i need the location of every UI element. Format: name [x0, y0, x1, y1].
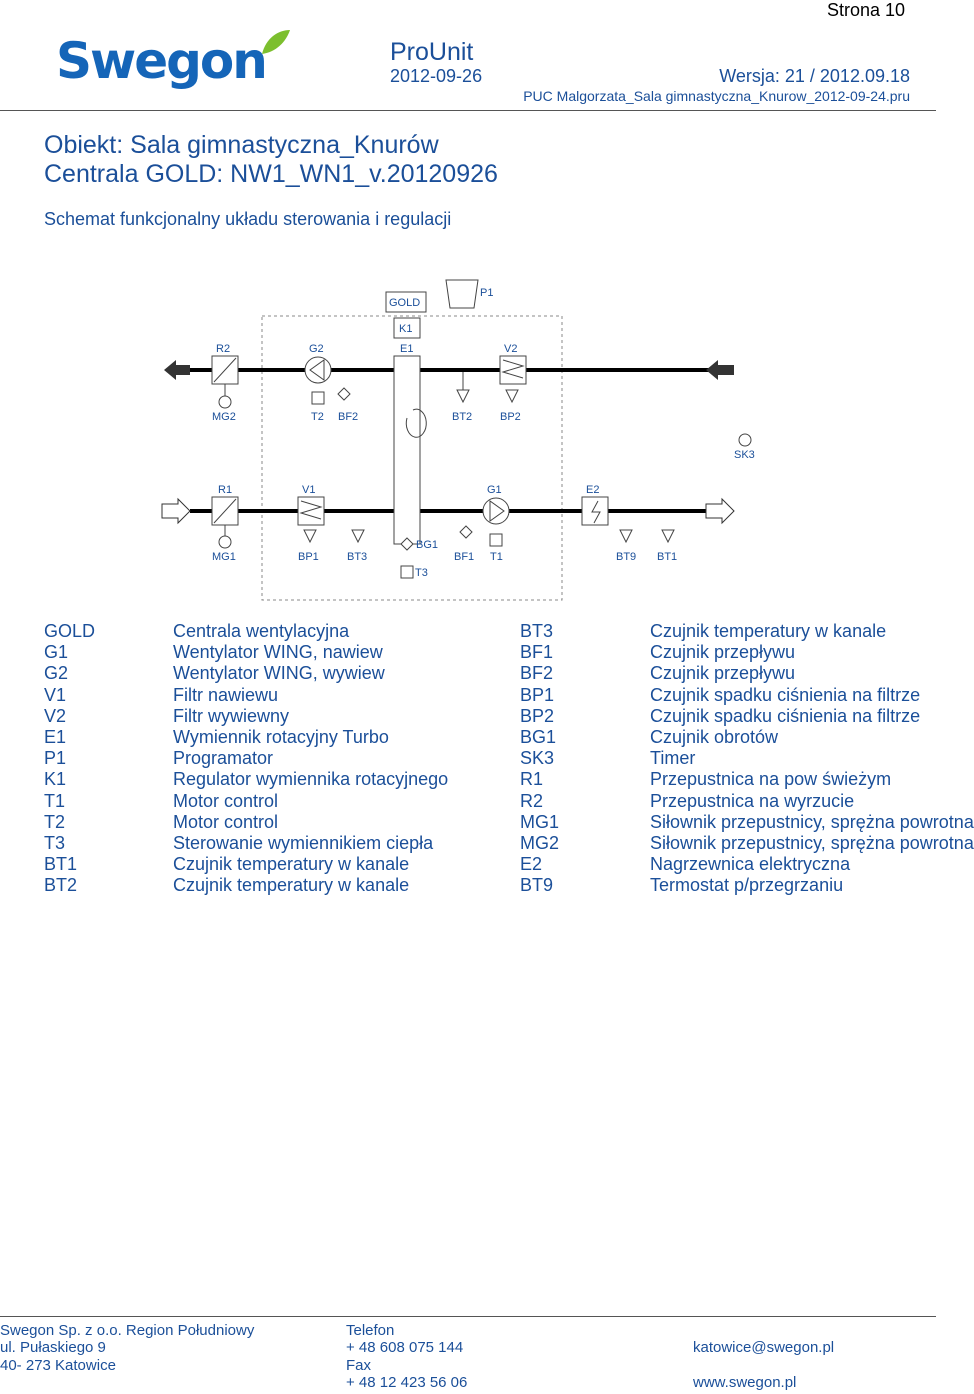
company-name: Swegon Sp. z o.o. Region Południowy	[0, 1322, 255, 1339]
legend-description: Motor control	[173, 811, 279, 832]
legend-code: BF1	[520, 642, 554, 663]
diagram-label-bt3: BT3	[347, 551, 368, 563]
motor-t2	[312, 392, 324, 404]
sensor-bp1	[304, 530, 316, 542]
legend-description: Regulator wymiennika rotacyjnego	[173, 769, 449, 790]
legend-description: Motor control	[173, 790, 279, 811]
diagram-label-bt1: BT1	[657, 551, 678, 563]
legend-code: MG2	[520, 833, 560, 853]
diagram-label-bp2: BP2	[500, 411, 521, 423]
motor-t1	[490, 534, 502, 546]
legend-description: Czujnik temperatury w kanale	[173, 875, 410, 896]
diagram-label-bf1: BF1	[454, 551, 475, 563]
leaf-icon	[260, 28, 292, 56]
diagram-label-bt9: BT9	[616, 551, 637, 563]
legend-description: Czujnik temperatury w kanale	[173, 854, 410, 875]
sensor-bf1	[460, 526, 472, 538]
diagram-label-v2: V2	[504, 343, 518, 355]
legend-code: MG1	[520, 811, 560, 832]
legend-description: Filtr wywiewny	[173, 705, 290, 726]
legend-description: Filtr nawiewu	[173, 684, 279, 705]
diagram-label-t3: T3	[415, 567, 428, 579]
header-divider	[0, 110, 936, 111]
diagram-label-bf2: BF2	[338, 411, 359, 423]
legend-code: V2	[44, 705, 67, 726]
exhaust-out-arrow	[164, 360, 190, 380]
product-name: ProUnit	[390, 38, 474, 66]
fax-label: Fax	[346, 1356, 372, 1374]
diagram-label-k1: K1	[399, 323, 413, 335]
company-email[interactable]: katowice@swegon.pl	[693, 1339, 835, 1356]
diagram-label-sk3: SK3	[734, 449, 755, 461]
legend-code: E1	[44, 727, 67, 747]
diagram-label-bt2: BT2	[452, 411, 473, 423]
fan-g1	[483, 498, 509, 524]
object-info	[44, 131, 498, 189]
legend-description: Centrala wentylacyjna	[173, 621, 350, 641]
actuator-mg1	[219, 536, 231, 548]
legend-description: Przepustnica na wyrzucie	[650, 790, 855, 811]
exhaust-in-arrow	[706, 360, 734, 380]
legend-description: Termostat p/przegrzaniu	[650, 875, 844, 896]
document-date: 2012-09-26	[390, 66, 483, 86]
diagram-label-t1: T1	[490, 551, 503, 563]
legend-code: BG1	[520, 727, 557, 747]
legend-description: Nagrzewnica elektryczna	[650, 854, 851, 875]
sensor-bp2	[506, 390, 518, 402]
diagram-label-bp1: BP1	[298, 551, 319, 563]
legend-code: BP1	[520, 684, 555, 705]
legend-code: G1	[44, 642, 69, 663]
legend-description: Sterowanie wymiennikiem ciepła	[173, 833, 434, 853]
diagram-label-mg1: MG1	[212, 551, 236, 563]
control-t3	[401, 566, 413, 578]
sensor-bf2	[338, 388, 350, 400]
page-number: Strona 10	[827, 0, 906, 20]
legend-description: Czujnik temperatury w kanale	[650, 621, 887, 641]
legend-code: BF2	[520, 663, 554, 684]
legend-code: R1	[520, 769, 544, 790]
project-file: PUC Malgorzata_Sala gimnastyczna_Knurow_2012-09-24.pru	[523, 88, 910, 104]
sensor-bt9	[620, 530, 632, 542]
legend-description: Czujnik spadku ciśnienia na filtrze	[650, 684, 921, 705]
rotary-exchanger	[394, 356, 420, 544]
footer-divider	[0, 1316, 936, 1317]
legend-code: P1	[44, 748, 67, 769]
legend-code: E2	[520, 854, 543, 875]
diagram-label-v1: V1	[302, 484, 316, 496]
legend-description: Czujnik spadku ciśnienia na filtrze	[650, 705, 921, 726]
logo-text: Swegon	[56, 32, 266, 90]
supply-out-arrow	[706, 499, 734, 523]
legend-code: BT3	[520, 621, 554, 641]
programmer-icon	[446, 280, 478, 308]
legend-description: Wentylator WING, wywiew	[173, 663, 385, 684]
diagram-label-r2: R2	[216, 343, 231, 355]
schema-title: Schemat funkcjonalny układu sterowania i regulacji	[44, 209, 452, 229]
legend-description: Programator	[173, 748, 274, 769]
diagram-label-r1: R1	[218, 484, 233, 496]
legend-code: BT2	[44, 875, 78, 896]
legend-code: T2	[44, 811, 66, 832]
diagram-label-e2: E2	[586, 484, 600, 496]
legend-code: GOLD	[44, 621, 96, 641]
actuator-mg2	[219, 396, 231, 408]
legend-code: V1	[44, 684, 67, 705]
version-label: Wersja: 21 / 2012.09.18	[719, 66, 910, 86]
company-city: 40- 273 Katowice	[0, 1356, 116, 1374]
sensor-bt1	[662, 530, 674, 542]
legend-code: K1	[44, 769, 67, 790]
object-name: Obiekt: Sala gimnastyczna_Knurów	[44, 131, 439, 159]
legend-code: BP2	[520, 705, 555, 726]
legend-code: G2	[44, 663, 69, 684]
company-website[interactable]: www.swegon.pl	[693, 1374, 797, 1391]
legend-description: Wentylator WING, nawiew	[173, 642, 383, 663]
legend-code: SK3	[520, 748, 555, 769]
diagram-label-p1: P1	[480, 287, 494, 299]
legend-code: BT1	[44, 854, 78, 875]
company-phones	[346, 1322, 467, 1391]
supply-in-arrow	[162, 499, 190, 523]
legend-description: Czujnik przepływu	[650, 663, 796, 684]
phone-number: + 48 608 075 144	[346, 1339, 464, 1357]
legend-description: Wymiennik rotacyjny Turbo	[173, 727, 389, 747]
phone-label: Telefon	[346, 1322, 395, 1339]
diagram-label-t2: T2	[311, 411, 324, 423]
company-street: ul. Pułaskiego 9	[0, 1339, 106, 1357]
diagram-label-e1: E1	[400, 343, 414, 355]
diagram-label-mg2: MG2	[212, 411, 236, 423]
functional-diagram	[150, 268, 755, 608]
sensor-bt2	[457, 390, 469, 402]
timer-sk3	[739, 434, 751, 446]
company-address	[0, 1322, 254, 1374]
swegon-logo	[56, 28, 292, 94]
legend-code: BT9	[520, 875, 554, 896]
legend-description: Czujnik obrotów	[650, 727, 779, 747]
legend-code: R2	[520, 790, 544, 811]
legend-description: Siłownik przepustnicy, sprężna powrotna	[650, 811, 974, 832]
fax-number: + 48 12 423 56 06	[346, 1373, 468, 1391]
legend-code: T1	[44, 790, 66, 811]
legend-description: Przepustnica na pow świeżym	[650, 769, 892, 790]
legend-description: Czujnik przepływu	[650, 642, 796, 663]
legend-description: Siłownik przepustnicy, sprężna powrotna	[650, 833, 974, 853]
unit-name: Centrala GOLD: NW1_WN1_v.20120926	[44, 160, 498, 188]
diagram-label-g2: G2	[309, 343, 324, 355]
sensor-bt3	[352, 530, 364, 542]
diagram-label-bg1: BG1	[416, 539, 439, 551]
legend-code: T3	[44, 833, 66, 853]
fan-g2	[305, 357, 331, 383]
legend-description: Timer	[650, 748, 696, 769]
diagram-label-gold: GOLD	[389, 297, 421, 309]
diagram-label-g1: G1	[487, 484, 502, 496]
